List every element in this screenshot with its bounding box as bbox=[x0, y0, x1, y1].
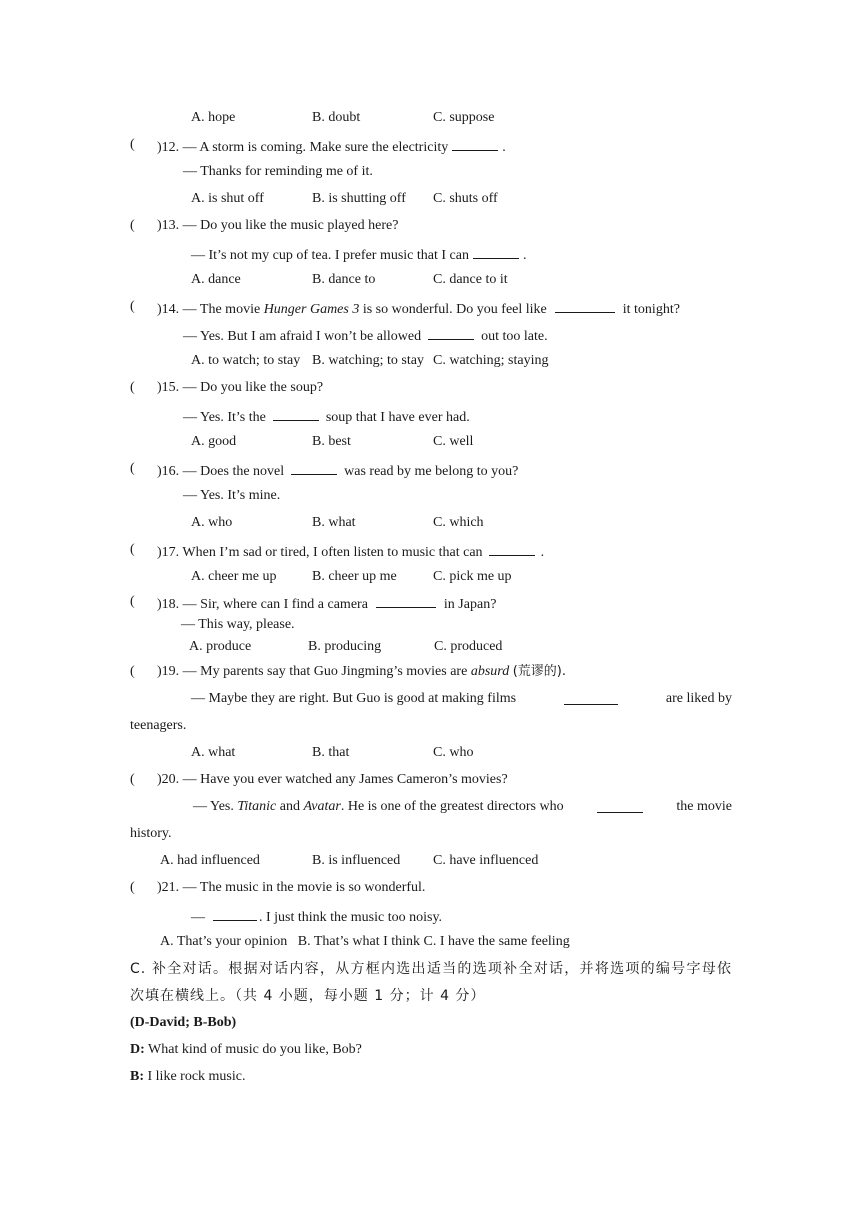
q12-question: )12. — A storm is coming. Make sure the electricity . bbox=[157, 136, 506, 157]
q16-option-b: B. what bbox=[312, 515, 356, 530]
q21-option-c: C. I have the same feeling bbox=[423, 934, 570, 949]
q18-option-c: C. produced bbox=[434, 639, 503, 654]
q19-option-a: A. what bbox=[191, 745, 236, 760]
answer-paren: ( bbox=[130, 542, 135, 557]
q14-answer: — Yes. But I am afraid I won’t be allowed out too late. bbox=[183, 325, 548, 346]
q20-answer-cont: history. bbox=[130, 826, 172, 841]
q18-question: )18. — Sir, where can I find a camera in Japan? bbox=[157, 593, 496, 614]
q15-option-a: A. good bbox=[191, 434, 237, 449]
q12-option-b: B. is shutting off bbox=[312, 191, 406, 206]
section-c-roles: (D-David; B-Bob) bbox=[130, 1015, 237, 1030]
q18-option-b: B. producing bbox=[308, 639, 382, 654]
answer-blank[interactable] bbox=[273, 406, 319, 421]
q15-answer: — Yes. It’s the soup that I have ever had. bbox=[183, 406, 470, 427]
section-c-instructions: C. 补全对话。根据对话内容，从方框内选出适当的选项补全对话，并将选项的编号字母依 bbox=[130, 961, 732, 977]
q13-option-c: C. dance to it bbox=[433, 272, 508, 287]
answer-blank[interactable] bbox=[555, 298, 615, 313]
q17-option-c: C. pick me up bbox=[433, 569, 512, 584]
answer-paren: ( bbox=[130, 461, 135, 476]
dialog-speaker: B: bbox=[130, 1069, 144, 1084]
q17-question: )17. When I’m sad or tired, I often listen to music that can . bbox=[157, 541, 544, 562]
q20-question: )20. — Have you ever watched any James Cameron’s movies? bbox=[157, 772, 508, 787]
answer-blank[interactable] bbox=[213, 906, 257, 921]
q17-option-b: B. cheer up me bbox=[312, 569, 397, 584]
q14-option-b: B. watching; to stay bbox=[312, 353, 424, 368]
q20-option-c: C. have influenced bbox=[433, 853, 539, 868]
q17-option-a: A. cheer me up bbox=[191, 569, 277, 584]
q14-option-a: A. to watch; to stay bbox=[191, 353, 301, 368]
answer-paren: ( bbox=[130, 380, 135, 395]
section-c-instructions-cont: 次填在横线上。（共 4 小题，每小题 1 分；计 4 分） bbox=[130, 988, 486, 1004]
q11-option-b: B. doubt bbox=[312, 110, 361, 125]
q15-option-b: B. best bbox=[312, 434, 351, 449]
answer-paren: ( bbox=[130, 594, 135, 609]
q20-option-a: A. had influenced bbox=[160, 853, 260, 868]
q14-question: )14. — The movie Hunger Games 3 is so wonderful. Do you feel like it tonight? bbox=[157, 298, 680, 319]
q16-question: )16. — Does the novel was read by me belong to you? bbox=[157, 460, 518, 481]
q15-option-c: C. well bbox=[433, 434, 474, 449]
q19-option-c: C. who bbox=[433, 745, 474, 760]
q16-answer: — Yes. It’s mine. bbox=[183, 488, 281, 503]
q13-option-b: B. dance to bbox=[312, 272, 376, 287]
q21-question: )21. — The music in the movie is so wonderful. bbox=[157, 880, 426, 895]
dialog-line: D: What kind of music do you like, Bob? bbox=[130, 1042, 362, 1057]
answer-blank[interactable] bbox=[473, 244, 519, 259]
q18-answer: — This way, please. bbox=[181, 617, 295, 632]
q20-answer: — Yes. Titanic and Avatar. He is one of the greatest directors who the movie bbox=[193, 799, 732, 814]
q19-option-b: B. that bbox=[312, 745, 350, 760]
q12-option-c: C. shuts off bbox=[433, 191, 498, 206]
q21-option-a: A. That’s your opinion bbox=[160, 934, 288, 949]
q21-options bbox=[160, 933, 570, 951]
answer-paren: ( bbox=[130, 664, 135, 679]
q19-question: )19. — My parents say that Guo Jingming’s movies are absurd (荒谬的). bbox=[157, 664, 566, 679]
q16-option-a: A. who bbox=[191, 515, 233, 530]
q11-option-c: C. suppose bbox=[433, 110, 495, 125]
q13-question: )13. — Do you like the music played here? bbox=[157, 218, 399, 233]
q20-option-b: B. is influenced bbox=[312, 853, 401, 868]
answer-paren: ( bbox=[130, 137, 135, 152]
answer-paren: ( bbox=[130, 880, 135, 895]
q12-option-a: A. is shut off bbox=[191, 191, 264, 206]
q18-option-a: A. produce bbox=[189, 639, 252, 654]
answer-blank[interactable] bbox=[452, 136, 498, 151]
answer-paren: ( bbox=[130, 218, 135, 233]
answer-blank[interactable] bbox=[489, 541, 535, 556]
answer-blank[interactable] bbox=[564, 690, 618, 705]
q14-option-c: C. watching; staying bbox=[433, 353, 549, 368]
q21-option-b: B. That’s what I think bbox=[297, 934, 421, 949]
answer-blank[interactable] bbox=[597, 798, 643, 813]
q13-answer: — It’s not my cup of tea. I prefer music that I can . bbox=[191, 244, 526, 265]
answer-paren: ( bbox=[130, 772, 135, 787]
answer-blank[interactable] bbox=[428, 325, 474, 340]
answer-blank[interactable] bbox=[376, 593, 436, 608]
q12-answer: — Thanks for reminding me of it. bbox=[183, 164, 373, 179]
dialog-speaker: D: bbox=[130, 1042, 145, 1057]
answer-paren: ( bbox=[130, 299, 135, 314]
q19-answer-cont: teenagers. bbox=[130, 718, 187, 733]
q16-option-c: C. which bbox=[433, 515, 484, 530]
q15-question: )15. — Do you like the soup? bbox=[157, 380, 324, 395]
q11-option-a: A. hope bbox=[191, 110, 236, 125]
q21-answer: — . I just think the music too noisy. bbox=[191, 906, 442, 927]
q13-option-a: A. dance bbox=[191, 272, 241, 287]
q19-answer: — Maybe they are right. But Guo is good at making films are liked by bbox=[191, 691, 732, 706]
dialog-line: B: I like rock music. bbox=[130, 1069, 246, 1084]
answer-blank[interactable] bbox=[291, 460, 337, 475]
